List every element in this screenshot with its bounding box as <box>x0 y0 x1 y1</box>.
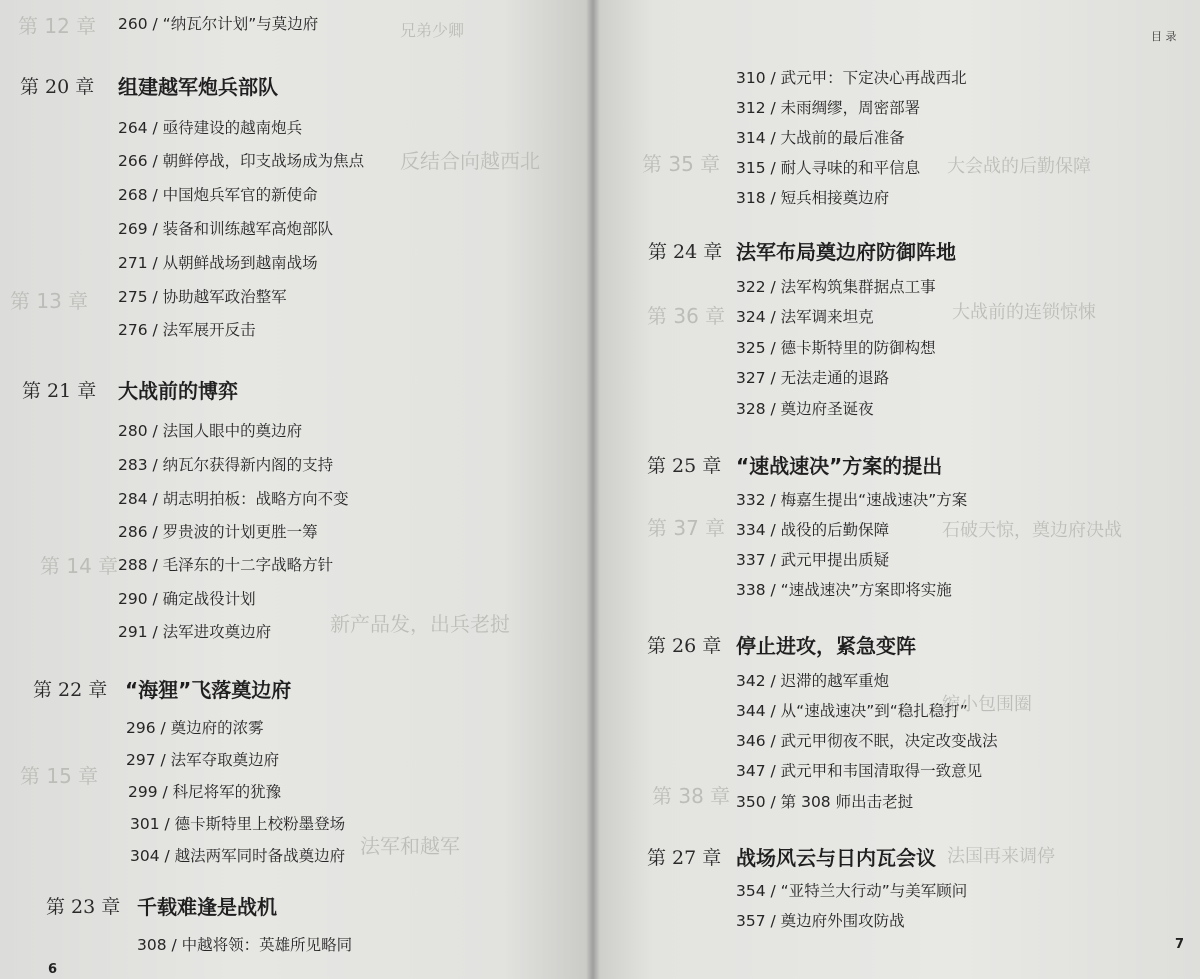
chapter-title[interactable]: “海狸”飞落奠边府 <box>125 678 292 702</box>
toc-entry[interactable]: 286 / 罗贵波的计划更胜一筹 <box>118 523 318 541</box>
toc-entry[interactable]: 280 / 法国人眼中的奠边府 <box>118 422 303 440</box>
toc-entry[interactable]: 357 / 奠边府外围攻防战 <box>736 912 905 930</box>
toc-entry[interactable]: 310 / 武元甲：下定决心再战西北 <box>736 69 967 87</box>
chapter-title[interactable]: “速战速决”方案的提出 <box>736 454 943 478</box>
toc-entry[interactable]: 264 / 亟待建设的越南炮兵 <box>118 119 303 137</box>
book-gutter <box>586 0 600 979</box>
show-through-text: 第 14 章 <box>40 554 119 578</box>
toc-entry[interactable]: 314 / 大战前的最后准备 <box>736 129 905 147</box>
toc-entry[interactable]: 299 / 科尼将军的犹豫 <box>128 783 282 801</box>
running-header: 目 录 <box>1151 30 1177 43</box>
toc-entry[interactable]: 284 / 胡志明拍板：战略方向不变 <box>118 490 349 508</box>
toc-entry[interactable]: 297 / 法军夺取奠边府 <box>126 751 280 769</box>
toc-entry[interactable]: 344 / 从“速战速决”到“稳扎稳打” <box>736 702 968 720</box>
toc-entry[interactable]: 290 / 确定战役计划 <box>118 590 256 608</box>
toc-entry[interactable]: 322 / 法军构筑集群据点工事 <box>736 278 936 296</box>
toc-entry[interactable]: 337 / 武元甲提出质疑 <box>736 551 890 569</box>
chapter-title[interactable]: 大战前的博弈 <box>118 379 238 403</box>
toc-entry[interactable]: 325 / 德卡斯特里的防御构想 <box>736 339 936 357</box>
show-through-text: 兄弟少卿 <box>400 21 465 40</box>
toc-entry[interactable]: 338 / “速战速决”方案即将实施 <box>736 581 952 599</box>
toc-entry[interactable]: 260 / “纳瓦尔计划”与莫边府 <box>118 15 319 33</box>
chapter-label: 第 24 章 <box>648 241 723 263</box>
left-page <box>0 0 592 979</box>
toc-entry[interactable]: 296 / 奠边府的浓雾 <box>126 719 264 737</box>
chapter-label: 第 21 章 <box>22 380 97 402</box>
show-through-text: 第 12 章 <box>18 14 97 38</box>
toc-entry[interactable]: 276 / 法军展开反击 <box>118 321 256 339</box>
chapter-label: 第 23 章 <box>46 896 121 918</box>
chapter-label: 第 27 章 <box>647 847 722 869</box>
show-through-text: 新产品发，出兵老挝 <box>330 612 510 636</box>
toc-entry[interactable]: 350 / 第 308 师出击老挝 <box>736 793 914 811</box>
show-through-text: 大会战的后勤保障 <box>947 156 1091 177</box>
show-through-text: 第 38 章 <box>652 784 731 808</box>
right-page <box>592 0 1200 979</box>
toc-entry[interactable]: 288 / 毛泽东的十二字战略方针 <box>118 556 334 574</box>
chapter-label: 第 26 章 <box>647 635 722 657</box>
page-number: 6 <box>48 962 58 977</box>
chapter-title[interactable]: 战场风云与日内瓦会议 <box>736 846 936 870</box>
show-through-text: 第 35 章 <box>642 152 721 176</box>
show-through-text: 第 36 章 <box>647 304 726 328</box>
chapter-label: 第 22 章 <box>33 679 108 701</box>
show-through-text: 反结合向越西北 <box>400 149 540 173</box>
toc-entry[interactable]: 304 / 越法两军同时备战奠边府 <box>130 847 346 865</box>
toc-entry[interactable]: 324 / 法军调来坦克 <box>736 308 874 326</box>
chapter-title[interactable]: 法军布局奠边府防御阵地 <box>736 240 956 264</box>
show-through-text: 第 13 章 <box>10 289 89 313</box>
toc-entry[interactable]: 346 / 武元甲彻夜不眠，决定改变战法 <box>736 732 998 750</box>
show-through-text: 法军和越军 <box>360 834 460 858</box>
chapter-title[interactable]: 停止进攻，紧急变阵 <box>736 634 916 658</box>
toc-entry[interactable]: 354 / “亚特兰大行动”与美军顾问 <box>736 882 968 900</box>
toc-entry[interactable]: 315 / 耐人寻味的和平信息 <box>736 159 921 177</box>
show-through-text: 法国再来调停 <box>947 846 1055 867</box>
toc-entry[interactable]: 268 / 中国炮兵军官的新使命 <box>118 186 318 204</box>
toc-entry[interactable]: 271 / 从朝鲜战场到越南战场 <box>118 254 318 272</box>
chapter-label: 第 20 章 <box>20 76 95 98</box>
toc-entry[interactable]: 347 / 武元甲和韦国清取得一致意见 <box>736 762 983 780</box>
toc-entry[interactable]: 334 / 战役的后勤保障 <box>736 521 890 539</box>
toc-entry[interactable]: 283 / 纳瓦尔获得新内阁的支持 <box>118 456 334 474</box>
toc-entry[interactable]: 328 / 奠边府圣诞夜 <box>736 400 874 418</box>
toc-entry[interactable]: 332 / 梅嘉生提出“速战速决”方案 <box>736 491 968 509</box>
toc-entry[interactable]: 291 / 法军进攻奠边府 <box>118 623 272 641</box>
chapter-title[interactable]: 千载难逢是战机 <box>137 895 277 919</box>
show-through-text: 第 37 章 <box>647 516 726 540</box>
show-through-text: 大战前的连锁惊悚 <box>952 302 1096 323</box>
show-through-text: 缩小包围圈 <box>942 694 1032 715</box>
show-through-text: 石破天惊，奠边府决战 <box>942 520 1122 541</box>
toc-entry[interactable]: 275 / 协助越军政治整军 <box>118 288 287 306</box>
page-number: 7 <box>1175 937 1185 952</box>
toc-entry[interactable]: 266 / 朝鲜停战，印支战场成为焦点 <box>118 152 365 170</box>
toc-entry[interactable]: 301 / 德卡斯特里上校粉墨登场 <box>130 815 346 833</box>
chapter-label: 第 25 章 <box>647 455 722 477</box>
toc-entry[interactable]: 318 / 短兵相接奠边府 <box>736 189 890 207</box>
toc-entry[interactable]: 269 / 装备和训练越军高炮部队 <box>118 220 334 238</box>
toc-entry[interactable]: 308 / 中越将领：英雄所见略同 <box>137 936 353 954</box>
chapter-title[interactable]: 组建越军炮兵部队 <box>118 75 278 99</box>
toc-entry[interactable]: 312 / 未雨绸缪，周密部署 <box>736 99 921 117</box>
show-through-text: 第 15 章 <box>20 764 99 788</box>
toc-entry[interactable]: 327 / 无法走通的退路 <box>736 369 890 387</box>
toc-entry[interactable]: 342 / 迟滞的越军重炮 <box>736 672 890 690</box>
